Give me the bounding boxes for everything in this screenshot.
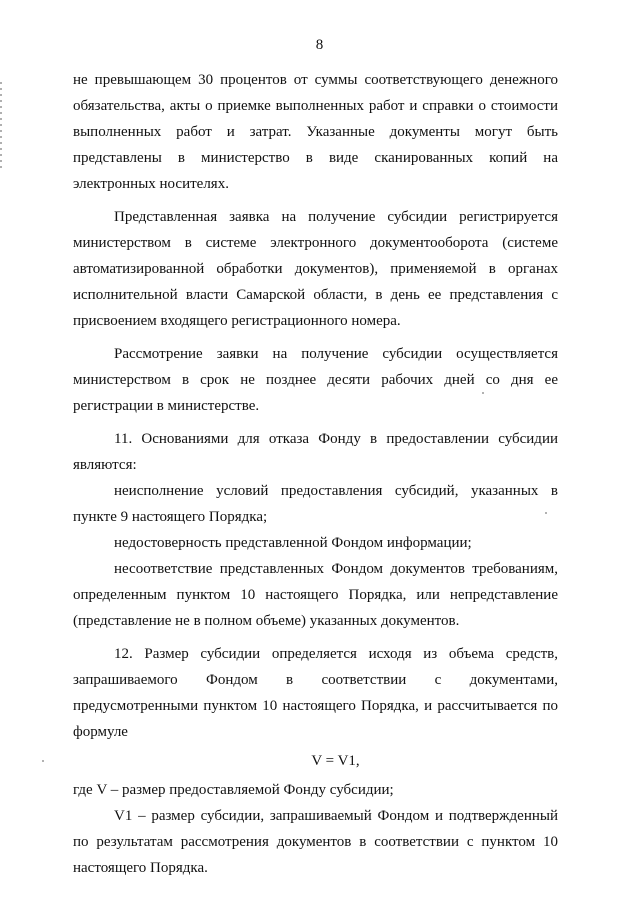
paragraph-item-11: 11. Основаниями для отказа Фонду в предоставлении субсидии являются: xyxy=(73,431,558,473)
formula-definition-v1: V1 – размер субсидии, запрашиваемый Фондом и подтвержденный по результатам рассмотрения документов в соответствии с пунктом 10 настоящего Порядка. xyxy=(73,808,558,876)
formula-definition-v: где V – размер предоставляемой Фонду субсидии; xyxy=(73,782,394,798)
page-number: 8 xyxy=(315,37,324,53)
formula: V = V1, xyxy=(311,753,360,769)
paragraph-item-12: 12. Размер субсидии определяется исходя из объема средств, запрашиваемого Фондом в соответствии с документами, предусмотренными пунктом 10 настоящего Порядка, и рассчитывается по формуле xyxy=(73,646,558,740)
paragraph-refusal-ground-1: неисполнение условий предоставления субсидий, указанных в пункте 9 настоящего Порядка; xyxy=(73,483,558,525)
paragraph-registration: Представленная заявка на получение субсидии регистрируется министерством в системе электронного документооборота (системе автоматизированной обработки документов), применяемой в органах исполнительной власти Самарской области, в день ее представления с присвоением входящего регистрационного номера. xyxy=(73,209,558,329)
scan-speck xyxy=(42,760,44,762)
paragraph-refusal-ground-3: несоответствие представленных Фондом документов требованиям, определенным пунктом 10 настоящего Порядка, или непредставление (представление не в полном объеме) указанных документов. xyxy=(73,561,558,629)
paragraph-refusal-ground-2: недостоверность представленной Фондом информации; xyxy=(114,535,472,551)
scan-edge-mark xyxy=(0,82,2,172)
paragraph-continuation: не превышающем 30 процентов от суммы соответствующего денежного обязательства, акты о приемке выполненных работ и справки о стоимости выполненных работ и затрат. Указанные документы могут быть представлены в министерство в виде сканированных копий на электронных носителях. xyxy=(73,72,558,192)
document-body xyxy=(73,67,558,881)
paragraph-review: Рассмотрение заявки на получение субсидии осуществляется министерством в срок не позднее десяти рабочих дней со дня ее регистрации в министерстве. xyxy=(73,346,558,414)
